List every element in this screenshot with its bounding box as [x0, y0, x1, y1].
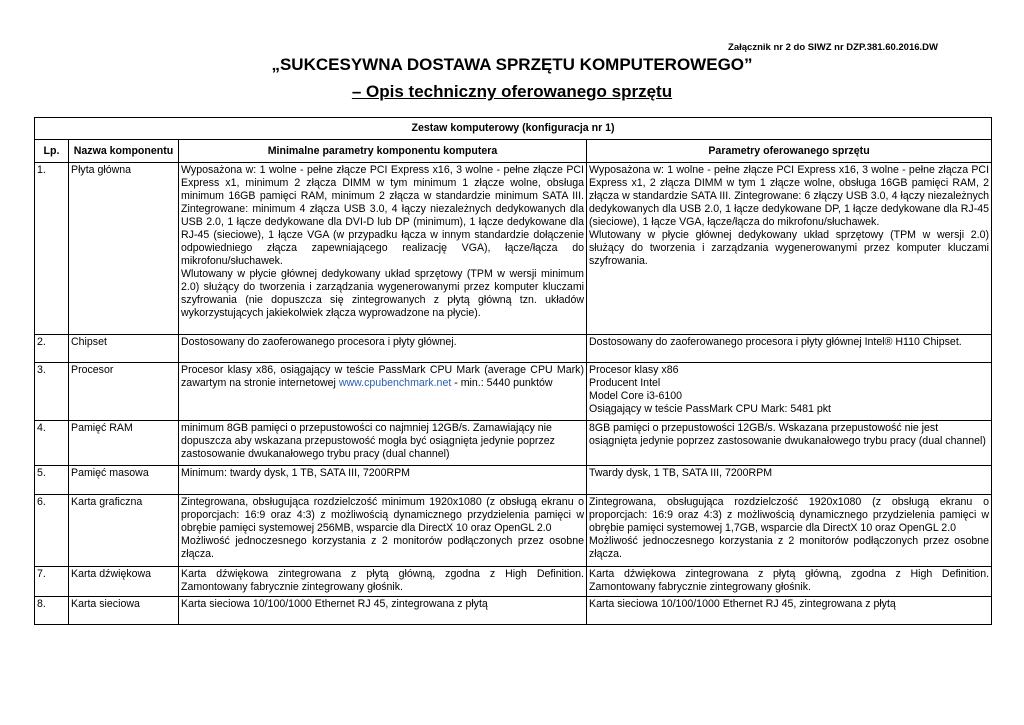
row-number: 1.: [35, 163, 69, 335]
row-number: 6.: [35, 495, 69, 567]
offered-params: Karta sieciowa 10/100/1000 Ethernet RJ 45, zintegrowana z płytą: [587, 597, 992, 625]
table-row: [35, 597, 992, 625]
offered-params: 8GB pamięci o przepustowości 12GB/s. Wskazana przepustowość nie jest osiągnięta jedynie poprzez zastosowanie dwukanałowego trybu pracy (dual channel): [587, 421, 992, 466]
min-params: Minimum: twardy dysk, 1 TB, SATA III, 7200RPM: [179, 466, 587, 495]
component-name: Procesor: [69, 363, 179, 421]
document-reference: Załącznik nr 2 do SIWZ nr DZP.381.60.2016.DW: [728, 42, 938, 53]
column-header-min-params: Minimalne parametry komponentu komputera: [179, 140, 587, 163]
table-row: [35, 163, 992, 335]
document-title: „SUKCESYWNA DOSTAWA SPRZĘTU KOMPUTEROWEGO”: [271, 55, 753, 74]
table-row: [35, 335, 992, 363]
offered-params: Twardy dysk, 1 TB, SATA III, 7200RPM: [587, 466, 992, 495]
min-params: [179, 363, 587, 421]
min-params: Karta sieciowa 10/100/1000 Ethernet RJ 45, zintegrowana z płytą: [179, 597, 587, 625]
table-row: [35, 363, 992, 421]
row-number: 5.: [35, 466, 69, 495]
min-params-text: Procesor klasy x86, osiągający w teście PassMark CPU Mark (average CPU Mark) zawartym na stronie internetowej: [181, 364, 584, 389]
row-number: 2.: [35, 335, 69, 363]
component-name: Karta dźwiękowa: [69, 567, 179, 597]
row-number: 4.: [35, 421, 69, 466]
table-row: [35, 567, 992, 597]
component-name: Karta graficzna: [69, 495, 179, 567]
min-params: Zintegrowana, obsługująca rozdzielczość minimum 1920x1080 (z obsługą ekranu o proporcjach: 16:9 oraz 4:3) z możliwością dynamicznego przydzielenia pamięci w obrębie pamięci systemowej 256MB, wsparcie dla DirectX 10 oraz OpenGL 2.0 Możliwość jednoczesnego korzystania z 2 monitorów podłączonych przez osobne złącza.: [179, 495, 587, 567]
column-header-lp: Lp.: [35, 140, 69, 163]
component-name: Płyta główna: [69, 163, 179, 335]
component-name: Chipset: [69, 335, 179, 363]
offered-params: Procesor klasy x86 Producent Intel Model Core i3-6100 Osiągający w teście PassMark CPU Mark: 5481 pkt: [587, 363, 992, 421]
min-params: Wyposażona w: 1 wolne - pełne złącze PCI Express x16, 3 wolne - pełne złącze PCI Express x1, minimum 2 złącza DIMM w tym minimum 1 złącze wolne, obsługa minimum 16GB pamięci RAM, minimum 2 złącza w standardzie minimum SATA III. Zintegrowane: minimum 4 złącza USB 3.0, 4 łączy niezależnych dedykowanych dla USB 2.0, 1 łącze dedykowane dla DVI-D lub DP (minimum), 1 łącze dedykowane dla RJ-45 (sieciowe), 1 łącze VGA (w przypadku łącza w innym standardzie dołączenie odpowiedniego złącza zapewniającego realizację VGA), łącze/łącza do mikrofonu/słuchawek. Wlutowany w płycie głównej dedykowany układ sprzętowy (TPM w wersji minimum 2.0) służący do tworzenia i zarządzania wygenerowanymi przez komputer kluczami szyfrowania (nie dopuszcza się zintegrowanych z płytą główną tzn. układów wykorzystujących jakiekolwiek złącza wyprowadzone na płycie).: [179, 163, 587, 335]
table-row: [35, 466, 992, 495]
min-params: Karta dźwiękowa zintegrowana z płytą główną, zgodna z High Definition. Zamontowany fabrycznie zintegrowany głośnik.: [179, 567, 587, 597]
row-number: 3.: [35, 363, 69, 421]
component-name: Karta sieciowa: [69, 597, 179, 625]
configuration-title: Zestaw komputerowy (konfiguracja nr 1): [35, 118, 992, 140]
table-row: [35, 421, 992, 466]
spec-table: [34, 117, 992, 625]
row-number: 8.: [35, 597, 69, 625]
offered-params: Dostosowany do zaoferowanego procesora i płyty głównej Intel® H110 Chipset.: [587, 335, 992, 363]
offered-params: Karta dźwiękowa zintegrowana z płytą główną, zgodna z High Definition. Zamontowany fabrycznie zintegrowany głośnik.: [587, 567, 992, 597]
table-row: [35, 495, 992, 567]
cpubenchmark-link[interactable]: www.cpubenchmark.net: [338, 377, 452, 389]
column-header-name: Nazwa komponentu: [69, 140, 179, 163]
component-name: Pamięć RAM: [69, 421, 179, 466]
offered-params: Zintegrowana, obsługująca rozdzielczość 1920x1080 (z obsługą ekranu o proporcjach: 16:9 oraz 4:3) z możliwością dynamicznego przydzielenia pamięci w obrębie pamięci systemowej 1,7GB, wsparcie dla DirectX 10 oraz OpenGL 2.0 Możliwość jednoczesnego korzystania z 2 monitorów podłączonych przez osobne złącza.: [587, 495, 992, 567]
document-subtitle: – Opis techniczny oferowanego sprzętu: [351, 82, 673, 101]
min-params: Dostosowany do zaoferowanego procesora i płyty głównej.: [179, 335, 587, 363]
offered-params: Wyposażona w: 1 wolne - pełne złącze PCI Express x16, 3 wolne - pełne złącza PCI Express x1, 2 złącza DIMM w tym 1 złącze wolne, obsługa 16GB pamięci RAM, 2 złącza w standardzie SATA III. Zintegrowane: 6 złączy USB 3.0, 4 łączy niezależnych dedykowanych dla USB 2.0, 1 łącze dedykowane DP, 1 łącze dedykowane dla RJ-45 (sieciowe), 1 łącze VGA, łącze/łącza do mikrofonu/słuchawek. Wlutowany w płycie głównej dedykowany układ sprzętowy (TPM w wersji 2.0) służący do tworzenia i zarządzania wygenerowanymi przez komputer kluczami szyfrowania.: [587, 163, 992, 335]
component-name: Pamięć masowa: [69, 466, 179, 495]
min-params: minimum 8GB pamięci o przepustowości co najmniej 12GB/s. Zamawiający nie dopuszcza aby wskazana przepustowość mogła być osiągnięta jedynie poprzez zastosowanie dwukanałowego trybu pracy (dual channel): [179, 421, 587, 466]
row-number: 7.: [35, 567, 69, 597]
column-header-offered-params: Parametry oferowanego sprzętu: [587, 140, 992, 163]
min-params-text-end: - min.: 5440 punktów: [451, 377, 553, 389]
